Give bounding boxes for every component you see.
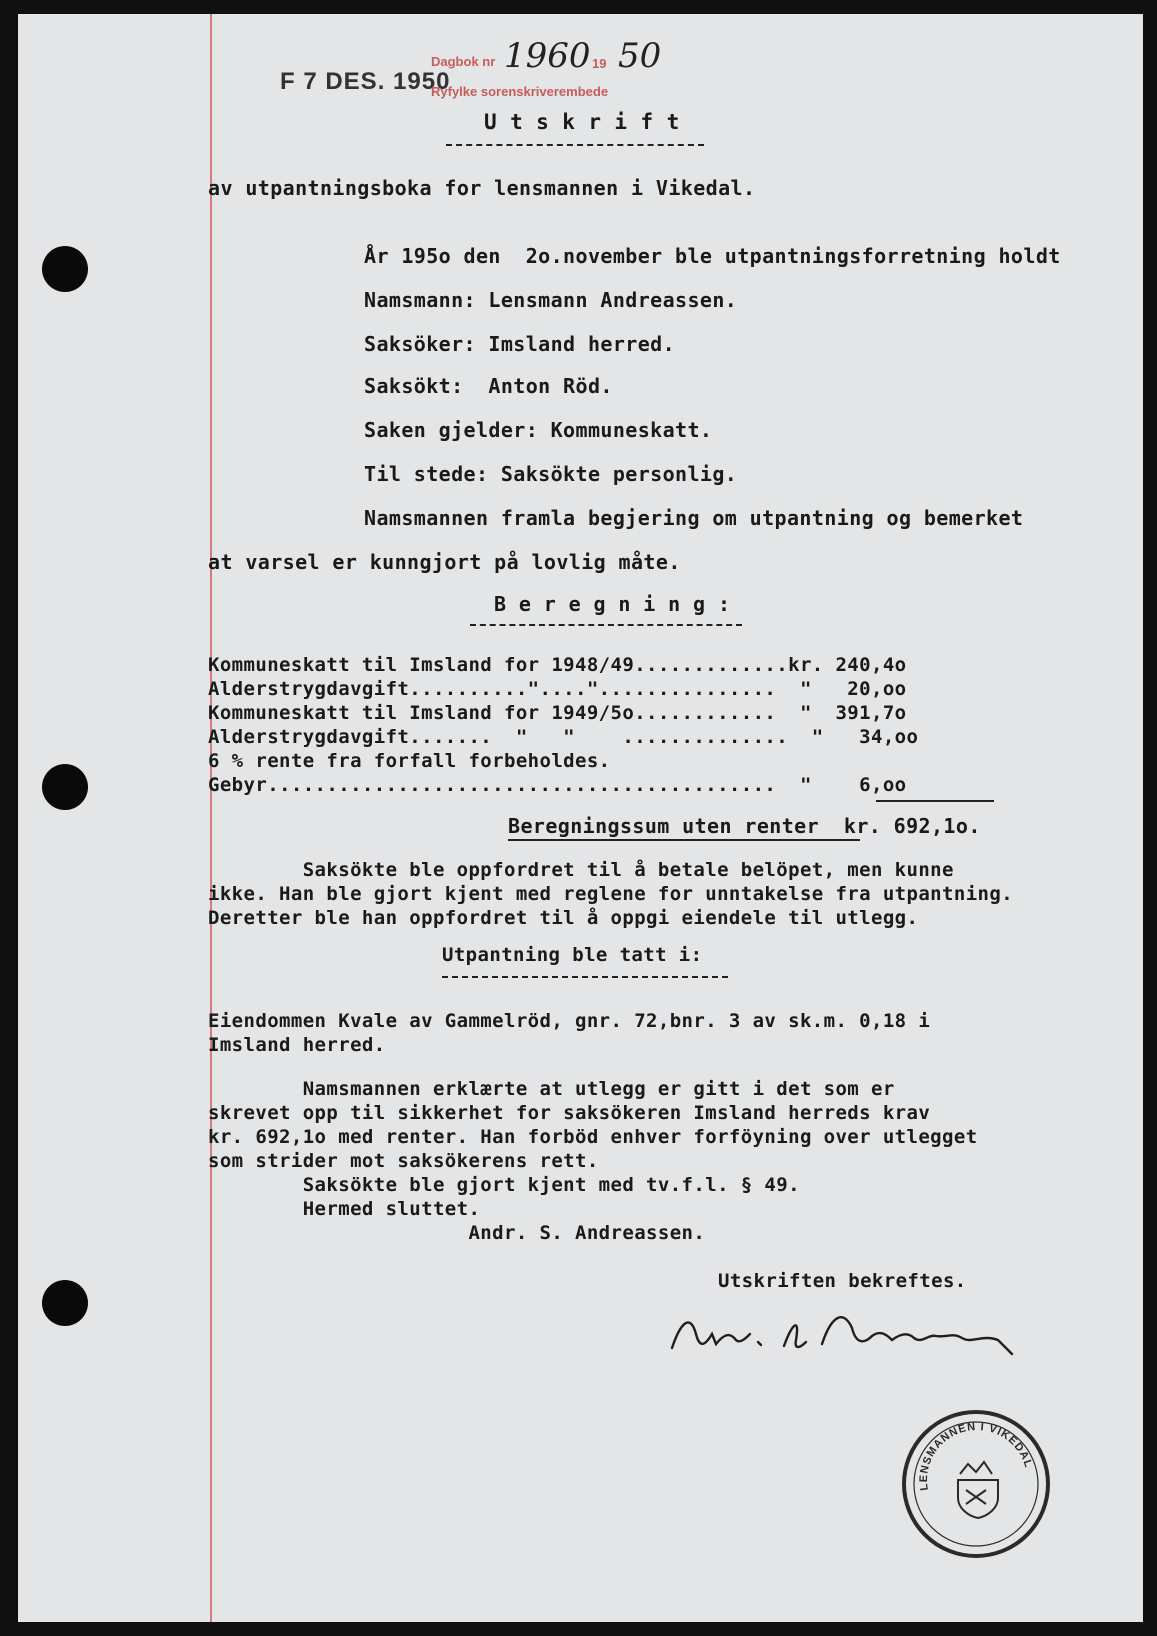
record-line: Namsmann: Lensmann Andreassen. <box>364 288 738 312</box>
record-line: Saken gjelder: Kommuneskatt. <box>364 418 713 442</box>
received-date-stamp: F 7 DES. 1950 <box>280 68 451 95</box>
body-line: ikke. Han ble gjort kjent med reglene for unntakelse fra utpantning. <box>208 883 1014 905</box>
record-line: Saksökt: Anton Röd. <box>364 374 613 398</box>
body-line: som strider mot saksökerens rett. <box>208 1150 599 1172</box>
document-subtitle: av utpantningsboka for lensmannen i Vikedal. <box>208 176 756 200</box>
calculation-row: Alderstrygdavgift....... " " .............. " 34,oo <box>208 726 919 748</box>
record-line: Namsmannen framla begjering om utpantning og bemerket <box>364 506 1024 530</box>
calculation-sum: Beregningssum uten renter kr. 692,1o. <box>508 814 981 838</box>
body-line: Andr. S. Andreassen. <box>208 1222 706 1244</box>
sum-underline <box>508 839 860 841</box>
calculation-row: Kommuneskatt til Imsland for 1948/49.............kr. 240,4o <box>208 654 907 676</box>
calculation-underline <box>470 624 742 626</box>
calculation-row: Alderstrygdavgift.........."...."............... " 20,oo <box>208 678 907 700</box>
body-line: Hermed sluttet. <box>208 1198 481 1220</box>
record-line: Til stede: Saksökte personlig. <box>364 462 738 486</box>
total-underline <box>876 800 994 802</box>
calculation-heading: B e r e g n i n g : <box>494 592 731 616</box>
record-line: Saksöker: Imsland herred. <box>364 332 676 356</box>
body-line: skrevet opp til sikkerhet for saksökeren Imsland herreds krav <box>208 1102 931 1124</box>
levy-underline <box>442 976 728 978</box>
red-margin-line <box>210 14 212 1622</box>
handwritten-signature <box>666 1304 1026 1374</box>
levy-line: Imsland herred. <box>208 1034 386 1056</box>
body-line: Saksökte ble gjort kjent med tv.f.l. § 49. <box>208 1174 800 1196</box>
seal-text: LENSMANNEN I VIKEDAL <box>917 1420 1035 1492</box>
office-line: Ryfylke sorenskriverembede <box>431 84 609 99</box>
certification-text: Utskriften bekreftes. <box>718 1270 967 1292</box>
journal-year: 50 <box>618 36 662 76</box>
journal-number: 1960 <box>504 36 591 76</box>
calculation-row: Kommuneskatt til Imsland for 1949/5o............ " 391,7o <box>208 702 907 724</box>
document-page <box>18 14 1143 1622</box>
document-title: U t s k r i f t <box>484 110 680 134</box>
journal-label: Dagbok nr <box>431 54 496 69</box>
punch-hole <box>42 764 88 810</box>
body-line: kr. 692,1o med renter. Han forböd enhver forföyning over utlegget <box>208 1126 978 1148</box>
punch-hole <box>42 1280 88 1326</box>
body-line: Saksökte ble oppfordret til å betale belöpet, men kunne <box>208 859 954 881</box>
punch-hole <box>42 246 88 292</box>
levy-line: Eiendommen Kvale av Gammelröd, gnr. 72,bnr. 3 av sk.m. 0,18 i <box>208 1010 931 1032</box>
official-seal-stamp <box>900 1408 1052 1560</box>
record-line: År 195o den 2o.november ble utpantningsforretning holdt <box>364 244 1061 268</box>
calculation-row: Gebyr........................................... " 6,oo <box>208 774 907 796</box>
record-line: at varsel er kunngjort på lovlig måte. <box>208 550 681 574</box>
levy-heading: Utpantning ble tatt i: <box>442 944 703 966</box>
body-line: Deretter ble han oppfordret til å oppgi eiendele til utlegg. <box>208 907 919 929</box>
title-underline <box>446 144 704 146</box>
journal-year-prefix: 19 <box>592 56 607 71</box>
calculation-row: 6 % rente fra forfall forbeholdes. <box>208 750 611 772</box>
body-line: Namsmannen erklærte at utlegg er gitt i det som er <box>208 1078 895 1100</box>
